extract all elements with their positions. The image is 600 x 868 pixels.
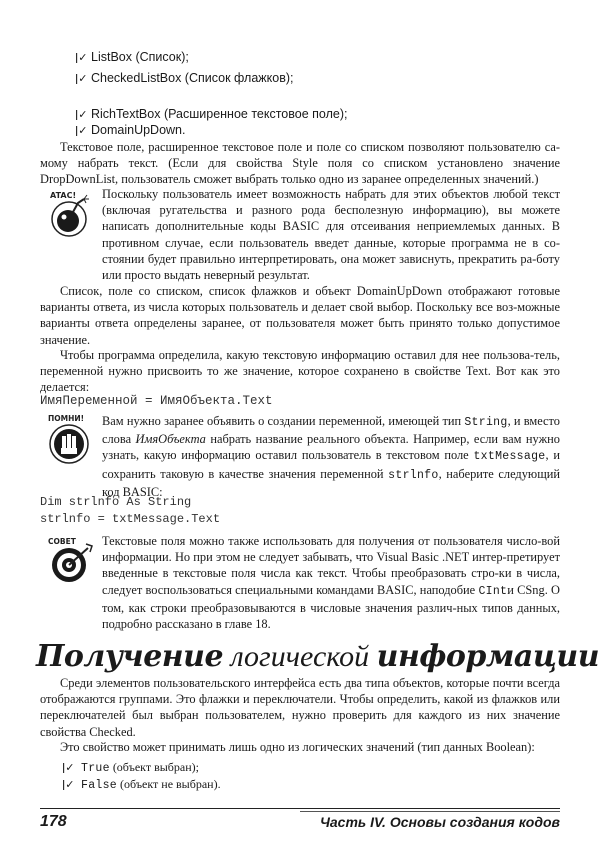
check-bullet-icon: ǀ✓ [62, 778, 75, 791]
code-assignment: ИмяПеременной = ИмяОбъекта.Text [40, 394, 273, 408]
remember-hand-icon [40, 412, 98, 468]
bullet-domainupdown: ǀ✓ DomainUpDown. [75, 123, 186, 137]
code-line-dim: Dim strlnfo As String [40, 495, 192, 509]
part-title: Часть IV. Основы создания кодов [319, 814, 560, 830]
warning-note: Поскольку пользователь имеет возможность набрать для этих объектов любой текст (включая ругательства и разного рода бесполезную информацию), вы можете написать дополнительные коды BASIC для отсеивания неприемлемых данных. В противном случае, если пользователь введет данные, которые программа не в со-стоянии будет правильно интерпретировать, она может зависнуть, прекратить ра-боту или просто выдать неверный результат. [102, 187, 560, 283]
warning-icon-label: ATAC! [50, 191, 77, 200]
bullet-checkedlistbox: ǀ✓ CheckedListBox (Список флажков); [75, 71, 294, 85]
paragraph-checkboxes: Среди элементов пользовательского интерфейса есть два типа объектов, которые почти всегда отображаются группами. Это флажки и переключатели. Чтобы определить, какой из флажков или переключателей был выбран пользователем, нужно проверить для каждого из них значение свойства Checked. [40, 676, 560, 739]
bullet-true: ǀ✓ True (объект выбран); [62, 760, 199, 775]
section-heading: Получение логической информации [36, 639, 600, 674]
tip-note: Текстовые поля можно также использовать для получения от пользователя число-вой информации. Но при этом не следует забывать, что Visual Basic .NET интер-претирует введенные в текстовые поля числа как текст. Чтобы преобразовать стро-ки в числа, следует воспользоваться специальными командами BASIC, наподобие CIntи CSng. О том, как строки преобразовываются в числовые значения различ-ных типов данных, подробно рассказано в главе 18. [102, 534, 560, 632]
remember-icon-label: ПОМНИ! [48, 414, 85, 423]
check-bullet-icon: ǀ✓ [75, 108, 88, 121]
check-bullet-icon: ǀ✓ [62, 761, 75, 774]
target-tip-icon [40, 532, 98, 588]
check-bullet-icon: ǀ✓ [75, 51, 88, 64]
paragraph-boolean: Это свойство может принимать лишь одно из логических значений (тип данных Boolean): [60, 740, 535, 754]
bullet-richtextbox: ǀ✓ RichTextBox (Расширенное текстовое поле); [75, 107, 348, 121]
remember-note: Вам нужно заранее объявить о создании переменной, имеющей тип String, и вместо слова ИмяОбъекта набрать название реального объекта. Например, если вам нужно узнать, какую информацию оставил пользователь в текстовом поле txtMessage, и сохранить таковую в качестве значения переменной strlnfo, наберите следующий код BASIC: [102, 414, 560, 499]
page-number: 178 [40, 813, 67, 830]
tip-icon-label: СОВЕТ [48, 537, 76, 546]
bomb-warning-icon [40, 185, 98, 241]
check-bullet-icon: ǀ✓ [75, 72, 88, 85]
paragraph-lists: Список, поле со списком, список флажков и объект DomainUpDown отображают готовые варианты ответа, из числа которых пользователь и делает свой выбор. Поскольку все воз-можные варианты ответа определены заранее, от пользователя может быть принято только допустимое значение. [40, 284, 560, 347]
paragraph-program: Чтобы программа определила, какую текстовую информацию оставил для нее пользова-тель, переменной нужно присвоить то же значение, которое сохранено в свойстве Text. Вот как это делается: [40, 348, 560, 395]
paragraph-text-controls: Текстовое поле, расширенное текстовое поле и поле со списком позволяют пользователю са-мому набрать текст. (Если для свойства Style поля со списком установлено значение DropDownList, пользователь сможет выбрать только одно из заранее определенных значений.) [40, 140, 560, 187]
bullet-false: ǀ✓ False (объект не выбран). [62, 777, 221, 792]
footer-rule [40, 808, 560, 809]
footer-rule-secondary [300, 811, 560, 812]
bullet-listbox: ǀ✓ ListBox (Список); [75, 50, 189, 64]
code-line-assign: strlnfo = txtMessage.Text [40, 512, 221, 526]
check-bullet-icon: ǀ✓ [75, 124, 88, 137]
